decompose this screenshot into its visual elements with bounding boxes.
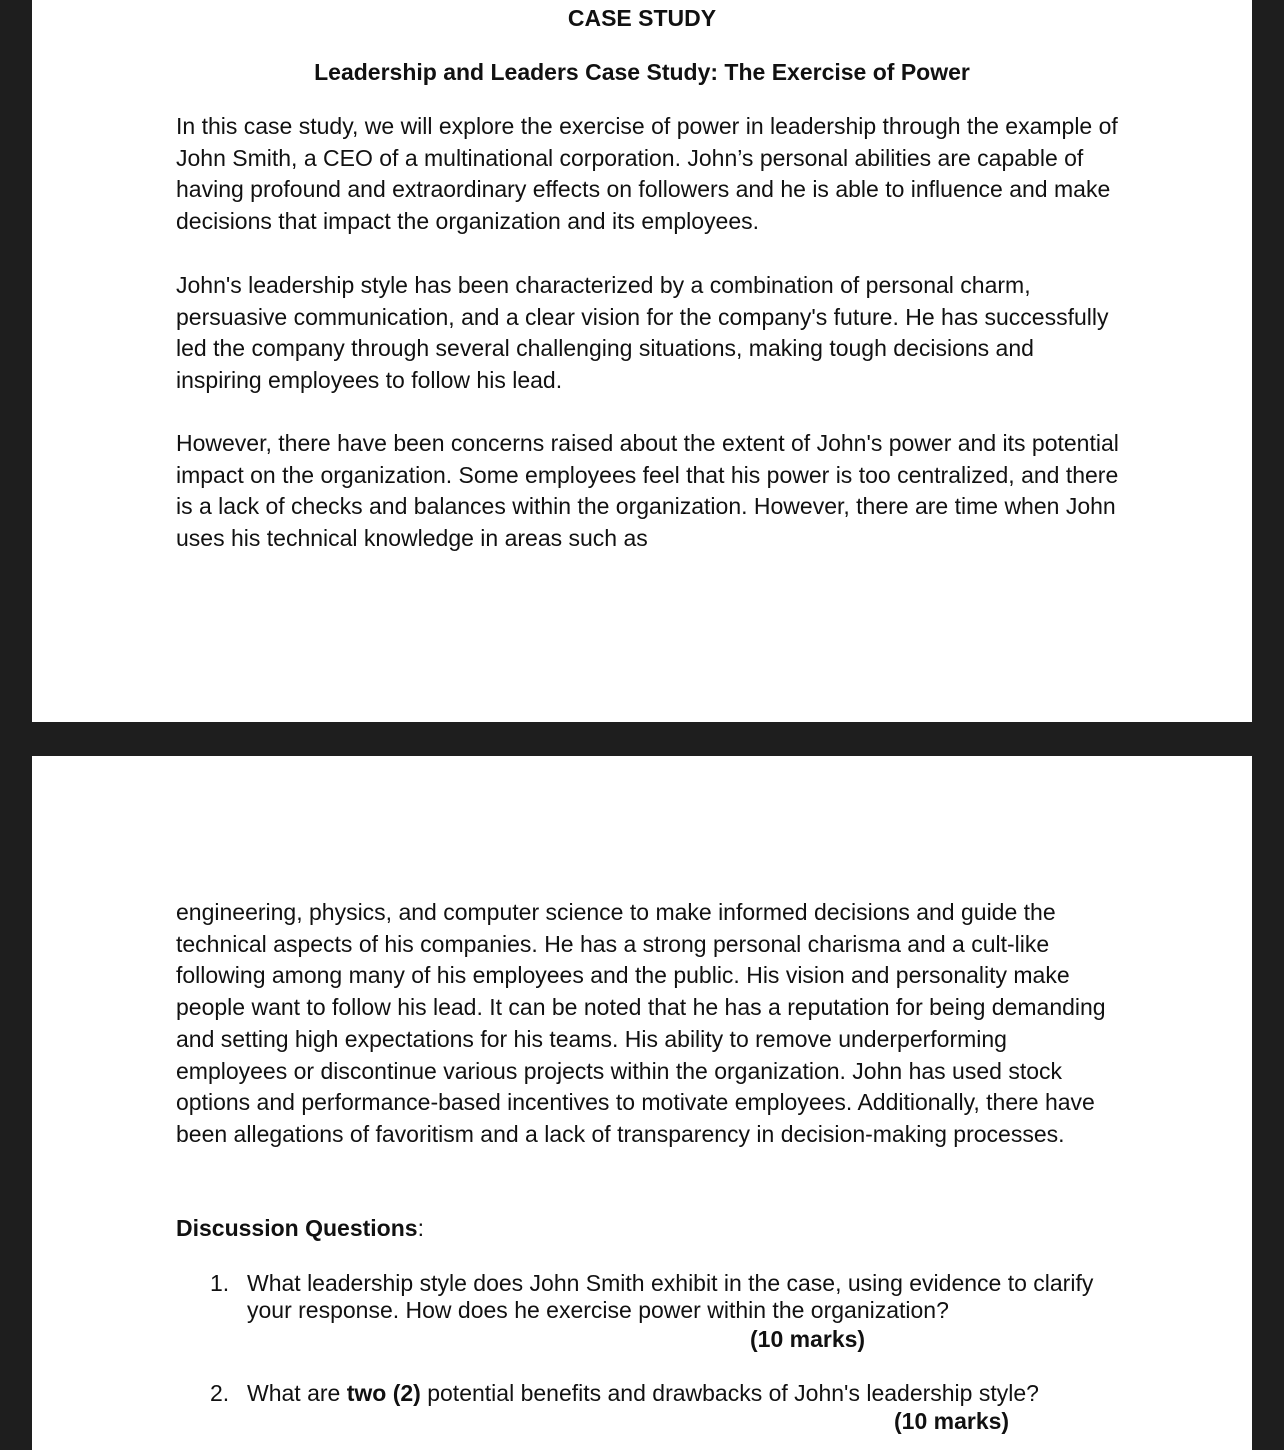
question-number: 2.	[210, 1380, 230, 1406]
question-text-emphasis: two (2)	[346, 1380, 421, 1406]
case-study-heading: CASE STUDY	[567, 5, 717, 31]
question-number: 1.	[210, 1270, 230, 1296]
discussion-colon: :	[417, 1215, 424, 1241]
question-text-end: potential benefits and drawbacks of John's leadership style?	[420, 1380, 1039, 1406]
question-text: What leadership style does John Smith exhibit in the case, using evidence to clarify your response. How does he exercise power within the organization?	[247, 1270, 1094, 1323]
question-1-marks: (10 marks)	[750, 1326, 866, 1352]
paragraph-leadership-style: John's leadership style has been characterized by a combination of personal charm, persuasive communication, and a clear vision for the company's future. He has successfully led the company through several challenging situations, making tough decisions and inspiring employees to follow his lead.	[176, 272, 1109, 394]
document-page-2	[32, 756, 1252, 1450]
document-page-1	[32, 0, 1252, 722]
question-1	[210, 1270, 1110, 1324]
paragraph-continued: engineering, physics, and computer science to make informed decisions and guide the technical aspects of his companies. He has a strong personal charisma and a cult-like following among many of his employees and the public. His vision and personality make people want to follow his lead. It can be noted that he has a reputation for being demanding and setting high expectations for his teams. His ability to remove underperforming employees or discontinue various projects within the organization. John has used stock options and performance-based incentives to motivate employees. Additionally, there have been allegations of favoritism and a lack of transparency in decision-making processes.	[176, 899, 1106, 1147]
question-text	[247, 1380, 1110, 1407]
discussion-questions-heading	[176, 1214, 424, 1242]
paragraph-concerns: However, there have been concerns raised about the extent of John's power and its potential impact on the organization. Some employees feel that his power is too centralized, and there is a lack of checks and balances within the organization. However, there are time when John uses his technical knowledge in areas such as	[176, 430, 1119, 552]
discussion-questions-label: Discussion Questions	[176, 1215, 418, 1241]
question-text-start: What are	[247, 1380, 347, 1406]
case-study-title: Leadership and Leaders Case Study: The Exercise of Power	[314, 59, 970, 85]
question-2-marks: (10 marks)	[894, 1408, 1010, 1434]
paragraph-intro: In this case study, we will explore the exercise of power in leadership through the example of John Smith, a CEO of a multinational corporation. John’s personal abilities are capable of having profound and extraordinary effects on followers and he is able to influence and make decisions that impact the organization and its employees.	[176, 113, 1118, 235]
question-2	[210, 1380, 1110, 1407]
